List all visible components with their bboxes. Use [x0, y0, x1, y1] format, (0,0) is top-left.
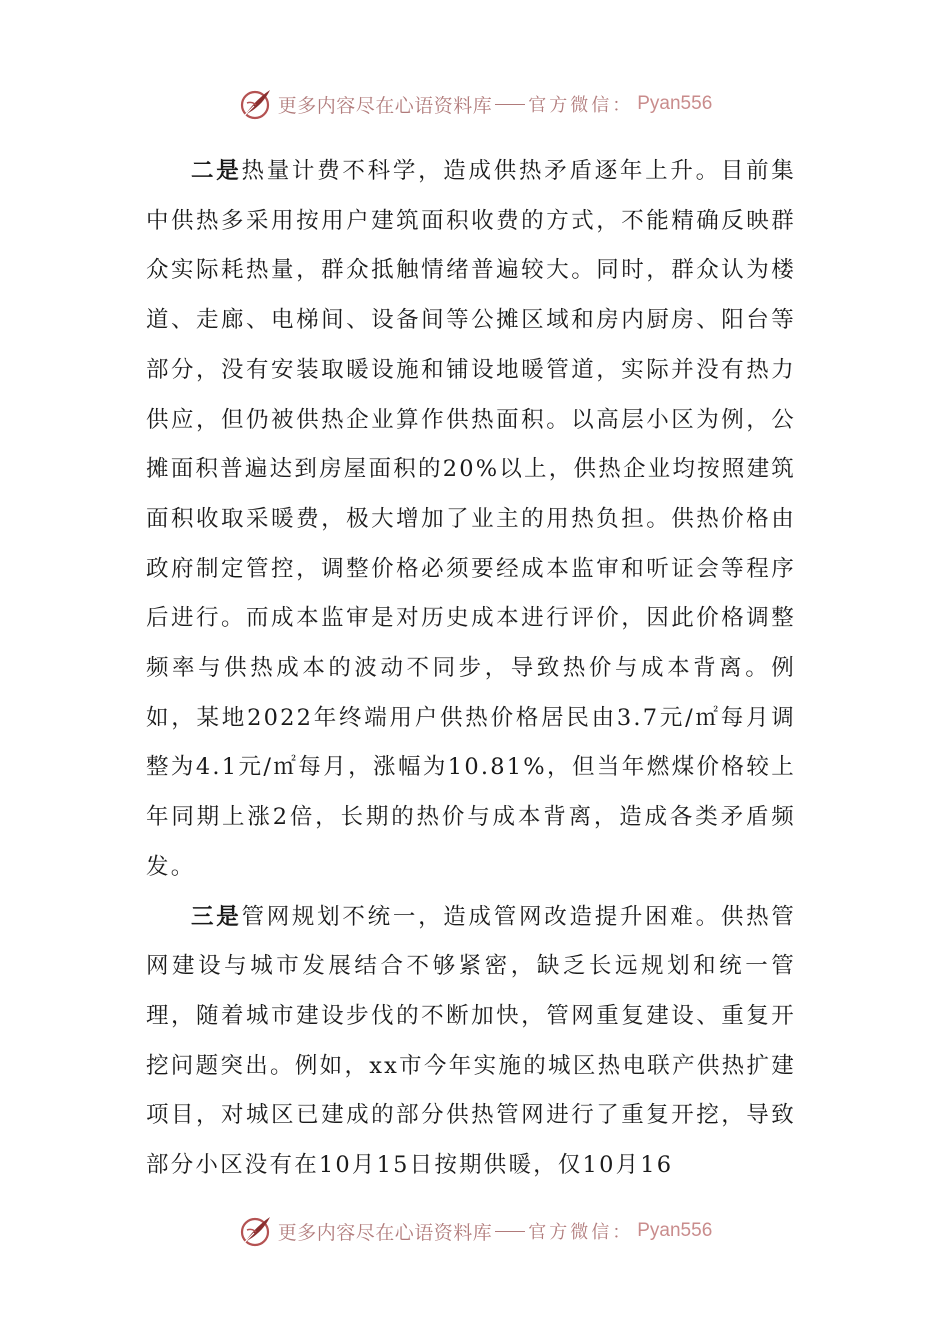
header-watermark	[0, 84, 950, 124]
paragraph-text: 热量计费不科学，造成供热矛盾逐年上升。目前集中供热多采用按用户建筑面积收费的方式，不能精确反映群众实际耗热量，群众抵触情绪普遍较大。同时，群众认为楼道、走廊、电梯间、设备间等公摊区域和房内厨房、阳台等部分，没有安装取暖设施和铺设地暖管道，实际并没有热力供应，但仍被供热企业算作供热面积。以高层小区为例，公摊面积普遍达到房屋面积的20%以上，供热企业均按照建筑面积收取采暖费，极大增加了业主的用热负担。供热价格由政府制定管控，调整价格必须要经成本监审和听证会等程序后进行。而成本监审是对历史成本进行评价，因此价格调整频率与供热成本的波动不同步，导致热价与成本背离。例如，某地2022年终端用户供热价格居民由3.7元/㎡每月调整为4.1元/㎡每月，涨幅为10.81%，但当年燃煤价格较上年同期上涨2倍，长期的热价与成本背离，造成各类矛盾频发。	[146, 158, 796, 880]
footer-wechat-label: 官方微信：	[528, 1222, 634, 1243]
paragraph-3	[146, 893, 796, 1191]
footer-dash	[495, 1231, 525, 1232]
footer-wechat-id: Pyan556	[637, 1220, 713, 1241]
quill-logo-icon	[238, 1213, 274, 1249]
header-wechat-label: 官方微信：	[528, 95, 634, 116]
paragraph-lead: 三是	[191, 903, 242, 930]
quill-logo-icon	[238, 86, 274, 122]
paragraph-lead: 二是	[191, 158, 242, 184]
footer-brand-text: 更多内容尽在心语资料库	[277, 1221, 493, 1244]
paragraph-text: 管网规划不统一，造成管网改造提升困难。供热管网建设与城市发展结合不够紧密，缺乏长远规划和统一管理，随着城市建设步伐的不断加快，管网重复建设、重复开挖问题突出。例如，xx市今年实施的城区热电联产供热扩建项目，对城区已建成的部分供热管网进行了重复开挖，导致部分小区没有在10月15日按期供暖，仅10月16	[146, 903, 796, 1179]
header-dash	[495, 104, 525, 105]
header-wechat-id: Pyan556	[637, 93, 713, 114]
paragraph-2	[146, 147, 796, 893]
document-body	[146, 147, 796, 1191]
footer-watermark	[0, 1211, 950, 1251]
header-brand-text: 更多内容尽在心语资料库	[277, 94, 493, 117]
